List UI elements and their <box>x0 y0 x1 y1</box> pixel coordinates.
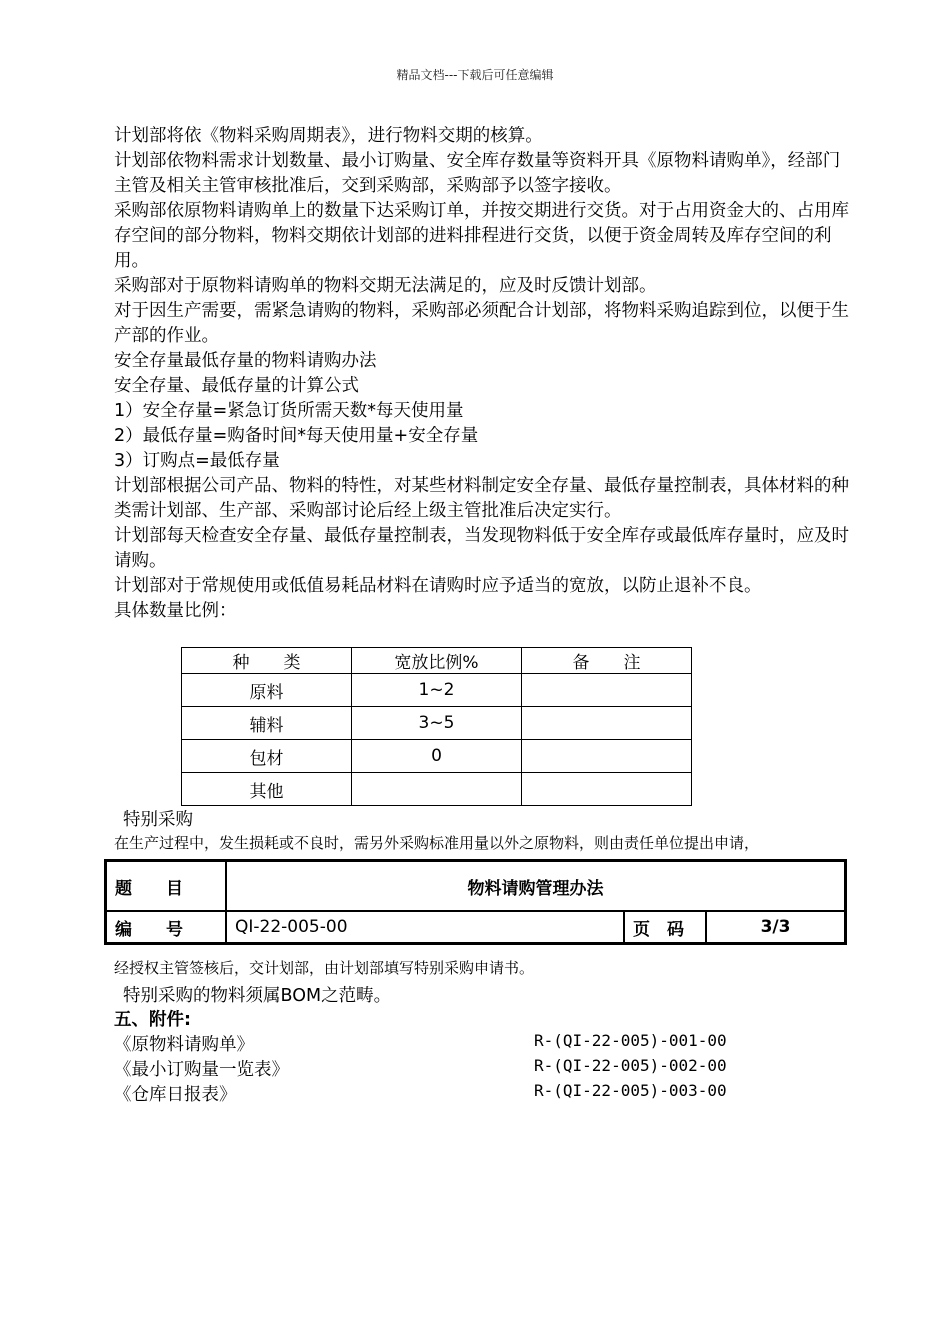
document-code: QI-22-005-00 <box>226 911 624 944</box>
paragraph: 安全存量最低存量的物料请购办法 <box>114 351 377 371</box>
table-row <box>182 740 692 773</box>
paragraph: 具体数量比例： <box>114 601 237 621</box>
watermark-text: 精品文档---下载后可任意编辑 <box>396 68 554 82</box>
paragraph: 计划部每天检查安全存量、最低存量控制表，当发现物料低于安全库存或最低库存量时，应及时请购。 <box>114 526 849 571</box>
ratio-table <box>181 647 692 806</box>
table-cell: 0 <box>352 740 522 773</box>
paragraph: 计划部对于常规使用或低值易耗品材料在请购时应予适当的宽放，以防止退补不良。 <box>114 576 762 596</box>
attachment-item <box>114 1081 764 1106</box>
attachment-name: 《原物料请购单》 <box>114 1035 254 1055</box>
table-cell <box>352 773 522 806</box>
attachment-code: R-(QI-22-005)-002-00 <box>534 1056 727 1075</box>
table-cell: 其他 <box>182 773 352 806</box>
page-number: 3/3 <box>706 911 846 944</box>
table-cell <box>522 773 692 806</box>
table-row <box>182 707 692 740</box>
paragraph: 2）最低存量=购备时间*每天使用量+安全存量 <box>114 426 479 446</box>
continuation-text: 经授权主管签核后，交计划部，由计划部填写特别采购申请书。 <box>114 959 535 977</box>
attachment-name: 《最小订购量一览表》 <box>114 1060 289 1080</box>
table-header-cell: 备 注 <box>522 648 692 674</box>
table-cell <box>522 707 692 740</box>
section-title: 五、附件: <box>114 1010 191 1030</box>
document-title: 物料请购管理办法 <box>226 861 846 912</box>
attachment-code: R-(QI-22-005)-001-00 <box>534 1031 727 1050</box>
page-label: 页 码 <box>624 911 706 944</box>
paragraph: 采购部依原物料请购单上的数量下达采购订单，并按交期进行交货。对于占用资金大的、占用库存空间的部分物料，物料交期依计划部的进料排程进行交货，以便于资金周转及库存空间的利用。 <box>114 201 849 271</box>
paragraph: 3）订购点=最低存量 <box>114 451 280 471</box>
document-header-box <box>104 859 847 945</box>
bom-note: 特别采购的物料须属BOM之范畴。 <box>123 986 392 1006</box>
paragraph: 计划部依物料需求计划数量、最小订购量、安全库存数量等资料开具《原物料请购单》，经部门主管及相关主管审核批准后，交到采购部，采购部予以签字接收。 <box>114 151 841 196</box>
table-cell: 1~2 <box>352 674 522 707</box>
attachment-name: 《仓库日报表》 <box>114 1085 237 1105</box>
table-header-cell: 种 类 <box>182 648 352 674</box>
paragraph: 计划部将依《物料采购周期表》，进行物料交期的核算。 <box>114 126 543 146</box>
body-text <box>114 124 854 624</box>
table-header-row <box>182 648 692 674</box>
paragraph: 采购部对于原物料请购单的物料交期无法满足的，应及时反馈计划部。 <box>114 276 657 296</box>
table-cell: 原料 <box>182 674 352 707</box>
table-cell: 3~5 <box>352 707 522 740</box>
table-cell: 辅料 <box>182 707 352 740</box>
table-header-cell: 宽放比例% <box>352 648 522 674</box>
special-purchase-title: 特别采购 <box>123 810 193 830</box>
attachment-code: R-(QI-22-005)-003-00 <box>534 1081 727 1100</box>
table-cell <box>522 674 692 707</box>
attachment-item <box>114 1056 764 1081</box>
special-purchase-desc: 在生产过程中，发生损耗或不良时，需另外采购标准用量以外之原物料，则由责任单位提出申请， <box>114 834 760 852</box>
paragraph: 计划部根据公司产品、物料的特性，对某些材料制定安全存量、最低存量控制表，具体材料的种类需计划部、生产部、采购部讨论后经上级主管批准后决定实行。 <box>114 476 849 521</box>
table-row <box>182 674 692 707</box>
table-cell <box>522 740 692 773</box>
code-label: 编 号 <box>106 911 227 944</box>
attachment-item <box>114 1031 764 1056</box>
table-cell: 包材 <box>182 740 352 773</box>
paragraph: 对于因生产需要，需紧急请购的物料，采购部必须配合计划部，将物料采购追踪到位，以便于生产部的作业。 <box>114 301 849 346</box>
paragraph: 安全存量、最低存量的计算公式 <box>114 376 359 396</box>
title-label: 题 目 <box>106 861 227 912</box>
paragraph: 1）安全存量=紧急订货所需天数*每天使用量 <box>114 401 464 421</box>
table-row <box>182 773 692 806</box>
